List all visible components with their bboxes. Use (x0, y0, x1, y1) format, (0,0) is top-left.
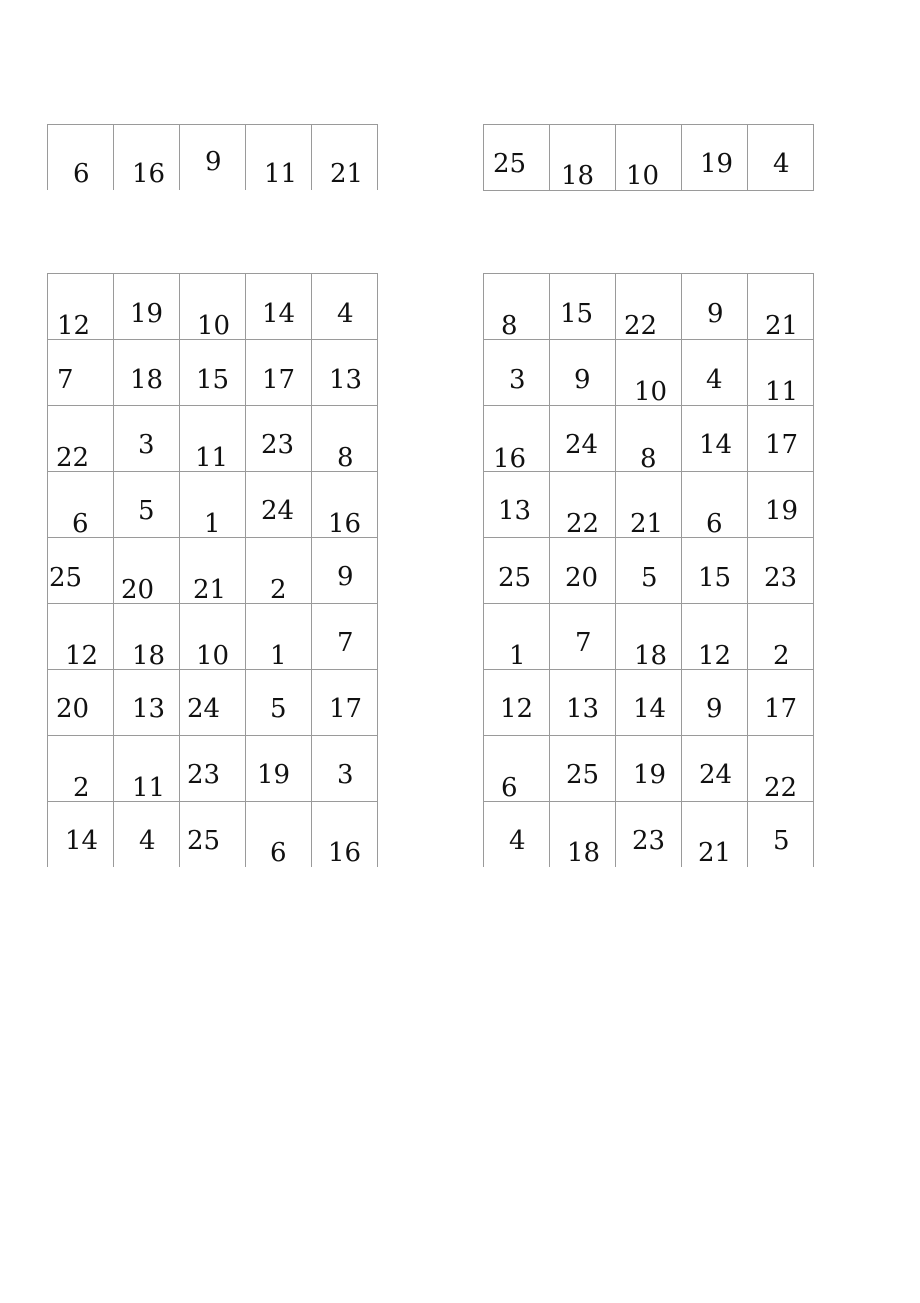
number-cell: 18 (550, 802, 616, 868)
number-cell: 9 (180, 125, 246, 191)
number-cell: 7 (312, 604, 378, 670)
number-cell: 4 (484, 802, 550, 868)
number-cell: 2 (748, 604, 814, 670)
table-row (484, 274, 814, 340)
number-cell: 16 (114, 125, 180, 191)
number-cell: 16 (312, 802, 378, 868)
number-cell: 13 (550, 670, 616, 736)
number-cell: 21 (180, 538, 246, 604)
number-cell: 5 (246, 670, 312, 736)
number-cell: 21 (682, 802, 748, 868)
number-cell: 19 (748, 472, 814, 538)
number-cell: 12 (48, 604, 114, 670)
number-cell: 24 (246, 472, 312, 538)
number-cell: 14 (246, 274, 312, 340)
number-cell: 25 (484, 125, 550, 191)
number-cell: 21 (616, 472, 682, 538)
number-cell: 22 (616, 274, 682, 340)
number-cell: 22 (550, 472, 616, 538)
number-cell: 9 (550, 340, 616, 406)
number-cell: 4 (114, 802, 180, 868)
table-row (484, 736, 814, 802)
table-row (48, 604, 378, 670)
number-cell: 19 (682, 125, 748, 191)
table-row (484, 472, 814, 538)
right-number-grid (483, 273, 814, 867)
table-row (48, 670, 378, 736)
table-row (484, 802, 814, 868)
table-row (484, 538, 814, 604)
number-cell: 17 (246, 340, 312, 406)
table-row (48, 736, 378, 802)
table-row (48, 472, 378, 538)
number-cell: 23 (748, 538, 814, 604)
number-cell: 14 (616, 670, 682, 736)
number-cell: 13 (114, 670, 180, 736)
number-cell: 10 (180, 604, 246, 670)
table-row (48, 125, 378, 191)
number-cell: 20 (48, 670, 114, 736)
number-cell: 9 (312, 538, 378, 604)
number-cell: 16 (484, 406, 550, 472)
number-cell: 4 (682, 340, 748, 406)
number-cell: 5 (616, 538, 682, 604)
number-cell: 2 (48, 736, 114, 802)
number-cell: 10 (616, 340, 682, 406)
number-cell: 15 (180, 340, 246, 406)
number-cell: 15 (682, 538, 748, 604)
number-cell: 19 (114, 274, 180, 340)
number-cell: 17 (312, 670, 378, 736)
top-right-number-strip (483, 124, 814, 191)
number-cell: 12 (682, 604, 748, 670)
number-cell: 13 (484, 472, 550, 538)
number-cell: 9 (682, 274, 748, 340)
number-cell: 13 (312, 340, 378, 406)
left-number-grid (47, 273, 378, 867)
number-cell: 24 (682, 736, 748, 802)
number-cell: 19 (616, 736, 682, 802)
number-cell: 25 (550, 736, 616, 802)
number-cell: 4 (312, 274, 378, 340)
number-cell: 18 (616, 604, 682, 670)
number-cell: 3 (312, 736, 378, 802)
number-cell: 7 (550, 604, 616, 670)
number-cell: 7 (48, 340, 114, 406)
number-cell: 4 (748, 125, 814, 191)
number-cell: 10 (180, 274, 246, 340)
table-row (48, 406, 378, 472)
number-cell: 6 (484, 736, 550, 802)
number-cell: 8 (484, 274, 550, 340)
number-cell: 17 (748, 406, 814, 472)
number-cell: 9 (682, 670, 748, 736)
number-cell: 8 (616, 406, 682, 472)
number-cell: 11 (246, 125, 312, 191)
top-left-number-strip (47, 124, 378, 190)
number-cell: 18 (114, 340, 180, 406)
number-cell: 15 (550, 274, 616, 340)
table-row (484, 406, 814, 472)
number-cell: 21 (748, 274, 814, 340)
table-row (484, 604, 814, 670)
number-cell: 18 (114, 604, 180, 670)
number-cell: 6 (48, 472, 114, 538)
number-cell: 20 (114, 538, 180, 604)
number-cell: 23 (616, 802, 682, 868)
number-cell: 6 (48, 125, 114, 191)
number-cell: 18 (550, 125, 616, 191)
number-cell: 17 (748, 670, 814, 736)
number-cell: 19 (246, 736, 312, 802)
number-cell: 6 (246, 802, 312, 868)
number-cell: 10 (616, 125, 682, 191)
table-row (484, 125, 814, 191)
number-cell: 16 (312, 472, 378, 538)
number-cell: 5 (748, 802, 814, 868)
number-cell: 12 (484, 670, 550, 736)
number-cell: 6 (682, 472, 748, 538)
number-cell: 14 (682, 406, 748, 472)
number-cell: 22 (748, 736, 814, 802)
number-cell: 12 (48, 274, 114, 340)
number-cell: 1 (484, 604, 550, 670)
number-cell: 22 (48, 406, 114, 472)
number-cell: 21 (312, 125, 378, 191)
number-cell: 3 (114, 406, 180, 472)
table-row (48, 538, 378, 604)
table-row (48, 274, 378, 340)
number-cell: 14 (48, 802, 114, 868)
number-cell: 24 (550, 406, 616, 472)
number-cell: 1 (246, 604, 312, 670)
number-cell: 5 (114, 472, 180, 538)
table-row (48, 340, 378, 406)
table-row (484, 340, 814, 406)
table-row (484, 670, 814, 736)
number-cell: 11 (114, 736, 180, 802)
number-cell: 23 (246, 406, 312, 472)
number-cell: 11 (748, 340, 814, 406)
number-cell: 11 (180, 406, 246, 472)
number-cell: 25 (48, 538, 114, 604)
number-cell: 3 (484, 340, 550, 406)
number-cell: 25 (180, 802, 246, 868)
table-row (48, 802, 378, 868)
number-cell: 1 (180, 472, 246, 538)
number-cell: 25 (484, 538, 550, 604)
number-cell: 2 (246, 538, 312, 604)
number-cell: 24 (180, 670, 246, 736)
number-cell: 23 (180, 736, 246, 802)
number-cell: 20 (550, 538, 616, 604)
number-cell: 8 (312, 406, 378, 472)
